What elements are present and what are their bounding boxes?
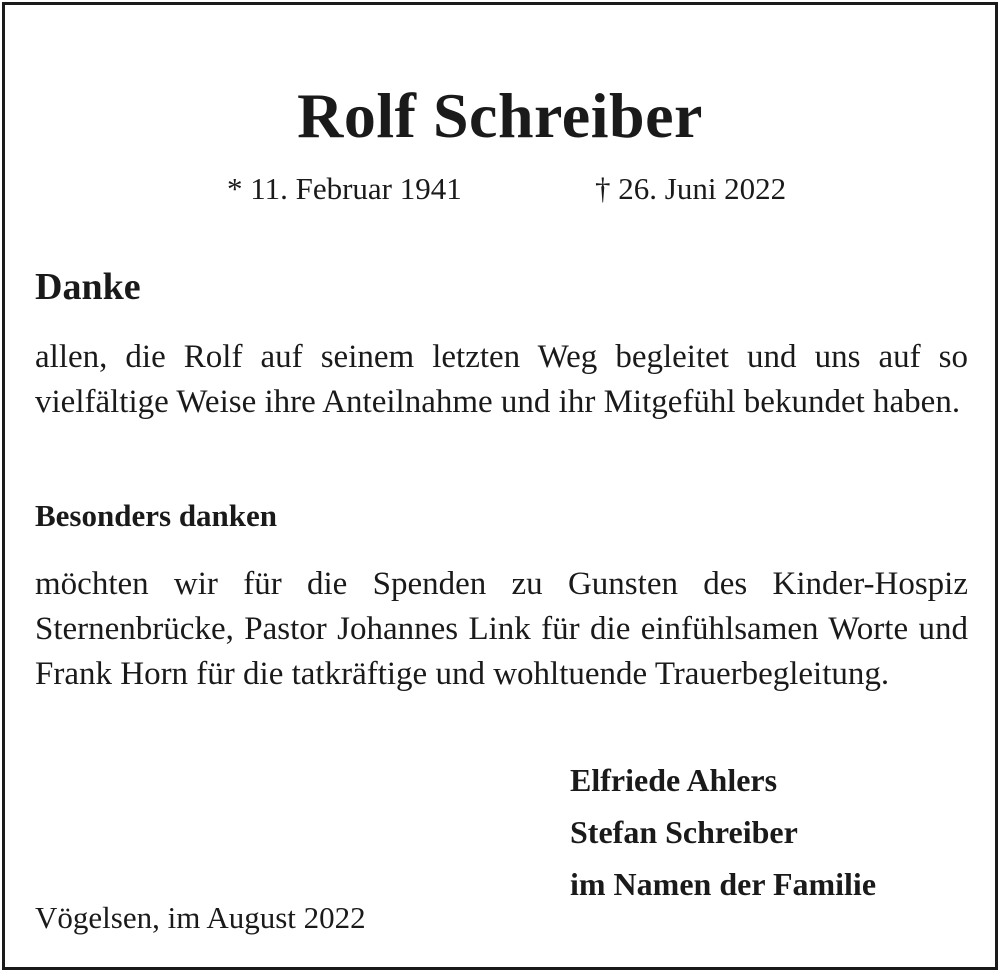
signers-block bbox=[570, 754, 876, 910]
death-date: † 26. Juni 2022 bbox=[595, 171, 787, 206]
deceased-name: Rolf Schreiber bbox=[297, 80, 703, 151]
special-thanks-paragraph: möchten wir für die Spenden zu Gunsten des Kinder-Hospiz Sternenbrücke, Pastor Johannes Link für die einfühlsamen Worte und Frank Horn für die tatkräftige und wohltuende Trauerbegleitung. bbox=[35, 566, 968, 692]
place-and-date: Vögelsen, im August 2022 bbox=[35, 900, 366, 935]
birth-date: * 11. Februar 1941 bbox=[227, 171, 462, 206]
signer-family-note: im Namen der Familie bbox=[570, 866, 877, 902]
thanks-heading: Danke bbox=[35, 266, 141, 308]
special-thanks-heading: Besonders danken bbox=[35, 498, 278, 533]
thanks-paragraph: allen, die Rolf auf seinem letzten Weg begleitet und uns auf so vielfältige Weise ihre Anteilnahme und ihr Mitgefühl bekundet haben. bbox=[35, 339, 968, 420]
signer-name: Stefan Schreiber bbox=[570, 814, 798, 850]
signer-name: Elfriede Ahlers bbox=[570, 762, 778, 798]
